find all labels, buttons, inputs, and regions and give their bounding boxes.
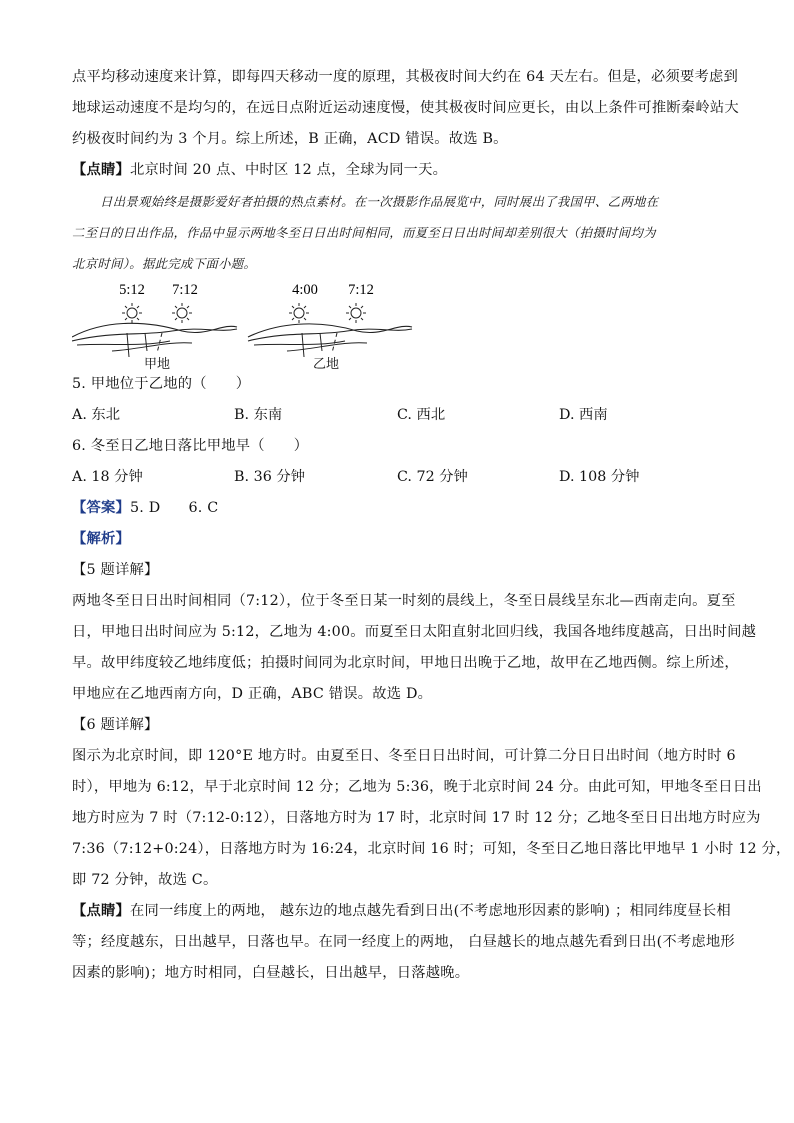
q6-option-c: C. 72 分钟 (397, 469, 468, 485)
jia-scene (72, 282, 237, 357)
q6-option-b: B. 36 分钟 (234, 469, 305, 485)
tip-1 (72, 155, 722, 186)
jia-label: 甲地 (144, 356, 171, 371)
sun-icon (289, 303, 309, 323)
detail-6-line-3: 地方时应为 7 时（7:12-0:12），日落地方时为 17 时，北京时间 17 时 12 分；乙地冬至日日出地方时应为 (72, 810, 761, 826)
sun-icon (172, 303, 192, 323)
jia-time-2: 7:12 (172, 282, 198, 298)
sunrise-diagram (72, 281, 432, 369)
document-page (72, 62, 791, 989)
answer-5: 5. D (130, 500, 161, 516)
tip-1-tag: 【点睛】 (72, 162, 130, 178)
intro-line-2: 地球运动速度不是均匀的，在远日点附近运动速度慢，使其极夜时间应更长，由以上条件可推断秦岭站大 (72, 100, 739, 116)
q6-option-d: D. 108 分钟 (559, 469, 640, 485)
q5-option-b: B. 东南 (234, 407, 283, 423)
q5-option-d: D. 西南 (559, 407, 608, 423)
sun-icon (122, 303, 142, 323)
answer-tag: 【答案】 (72, 500, 130, 516)
detail-6-line-2: 时），甲地为 6:12，早于北京时间 12 分；乙地为 5:36，晚于北京时间 24 分。由此可知，甲地冬至日日出 (72, 779, 762, 795)
detail-6-line-1: 图示为北京时间，即 120°E 地方时。由夏至日、冬至日日出时间，可计算二分日日出时间（地方时时 6 (72, 748, 736, 764)
sun-icon (346, 303, 366, 323)
yi-label: 乙地 (313, 356, 340, 371)
answer-line (72, 493, 722, 524)
material-line-3: 北京时间）。据此完成下面小题。 (72, 256, 257, 271)
detail-5-line-3: 早。故甲纬度较乙地纬度低；拍摄时间同为北京时间，甲地日出晚于乙地，故甲在乙地西侧。综上所述， (72, 655, 739, 671)
detail-6-line-4: 7:36（7:12+0:24），日落地方时为 16:24，北京时间 16 时；可知，冬至日乙地日落比甲地早 1 小时 12 分， (72, 841, 791, 857)
analysis-tag: 【解析】 (72, 531, 130, 547)
question-6-options (72, 462, 722, 493)
tip-2-line-1 (72, 896, 731, 927)
material-line-1: 日出景观始终是摄影爱好者拍摄的热点素材。在一次摄影作品展览中，同时展出了我国甲、乙两地在 (100, 194, 659, 209)
intro-line-1: 点平均移动速度来计算，即每四天移动一度的原理，其极夜时间大约在 64 天左右。但是，必须要考虑到 (72, 69, 738, 85)
tip-2-text-1: 在同一纬度上的两地， 越东边的地点越先看到日出(不考虑地形因素的影响) ；相同纬度昼长相 (130, 903, 731, 919)
question-5-stem: 5. 甲地位于乙地的（ ） (72, 376, 251, 392)
intro-line-3: 约极夜时间约为 3 个月。综上所述，B 正确，ACD 错误。故选 B。 (72, 131, 508, 147)
tip-2-line-3: 因素的影响)；地方时相同，白昼越长，日出越早，日落越晚。 (72, 965, 470, 981)
detail-5-line-4: 甲地应在乙地西南方向，D 正确，ABC 错误。故选 D。 (72, 686, 433, 702)
yi-time-1: 4:00 (292, 282, 318, 298)
tip-2-line-2: 等；经度越东，日出越早，日落也早。在同一经度上的两地， 白昼越长的地点越先看到日出(不考虑地形 (72, 934, 735, 950)
material-paragraph (72, 186, 722, 279)
detail-5-tag: 【5 题详解】 (72, 562, 159, 578)
detail-5-line-2: 日，甲地日出时间应为 5:12，乙地为 4:00。而夏至日太阳直射北回归线，我国各地纬度越高，日出时间越 (72, 624, 757, 640)
q5-option-c: C. 西北 (397, 407, 446, 423)
q6-option-a: A. 18 分钟 (72, 469, 143, 485)
sunrise-figure (72, 281, 432, 369)
tip-1-text: 北京时间 20 点、中时区 12 点，全球为同一天。 (130, 162, 448, 178)
detail-5-line-1: 两地冬至日日出时间相同（7:12），位于冬至日某一时刻的晨线上，冬至日晨线呈东北—西南走向。夏至 (72, 593, 736, 609)
yi-scene (248, 282, 412, 357)
q5-option-a: A. 东北 (72, 407, 121, 423)
material-line-2: 二至日的日出作品，作品中显示两地冬至日日出时间相同，而夏至日日出时间却差别很大（拍摄时间均为 (72, 225, 656, 240)
question-6-stem: 6. 冬至日乙地日落比甲地早（ ） (72, 438, 309, 454)
detail-6-tag: 【6 题详解】 (72, 717, 159, 733)
question-5-options (72, 400, 722, 431)
yi-time-2: 7:12 (348, 282, 374, 298)
detail-6-line-5: 即 72 分钟，故选 C。 (72, 872, 218, 888)
jia-time-1: 5:12 (119, 282, 145, 298)
tip-2-tag: 【点睛】 (72, 903, 130, 919)
answer-6: 6. C (188, 500, 219, 516)
